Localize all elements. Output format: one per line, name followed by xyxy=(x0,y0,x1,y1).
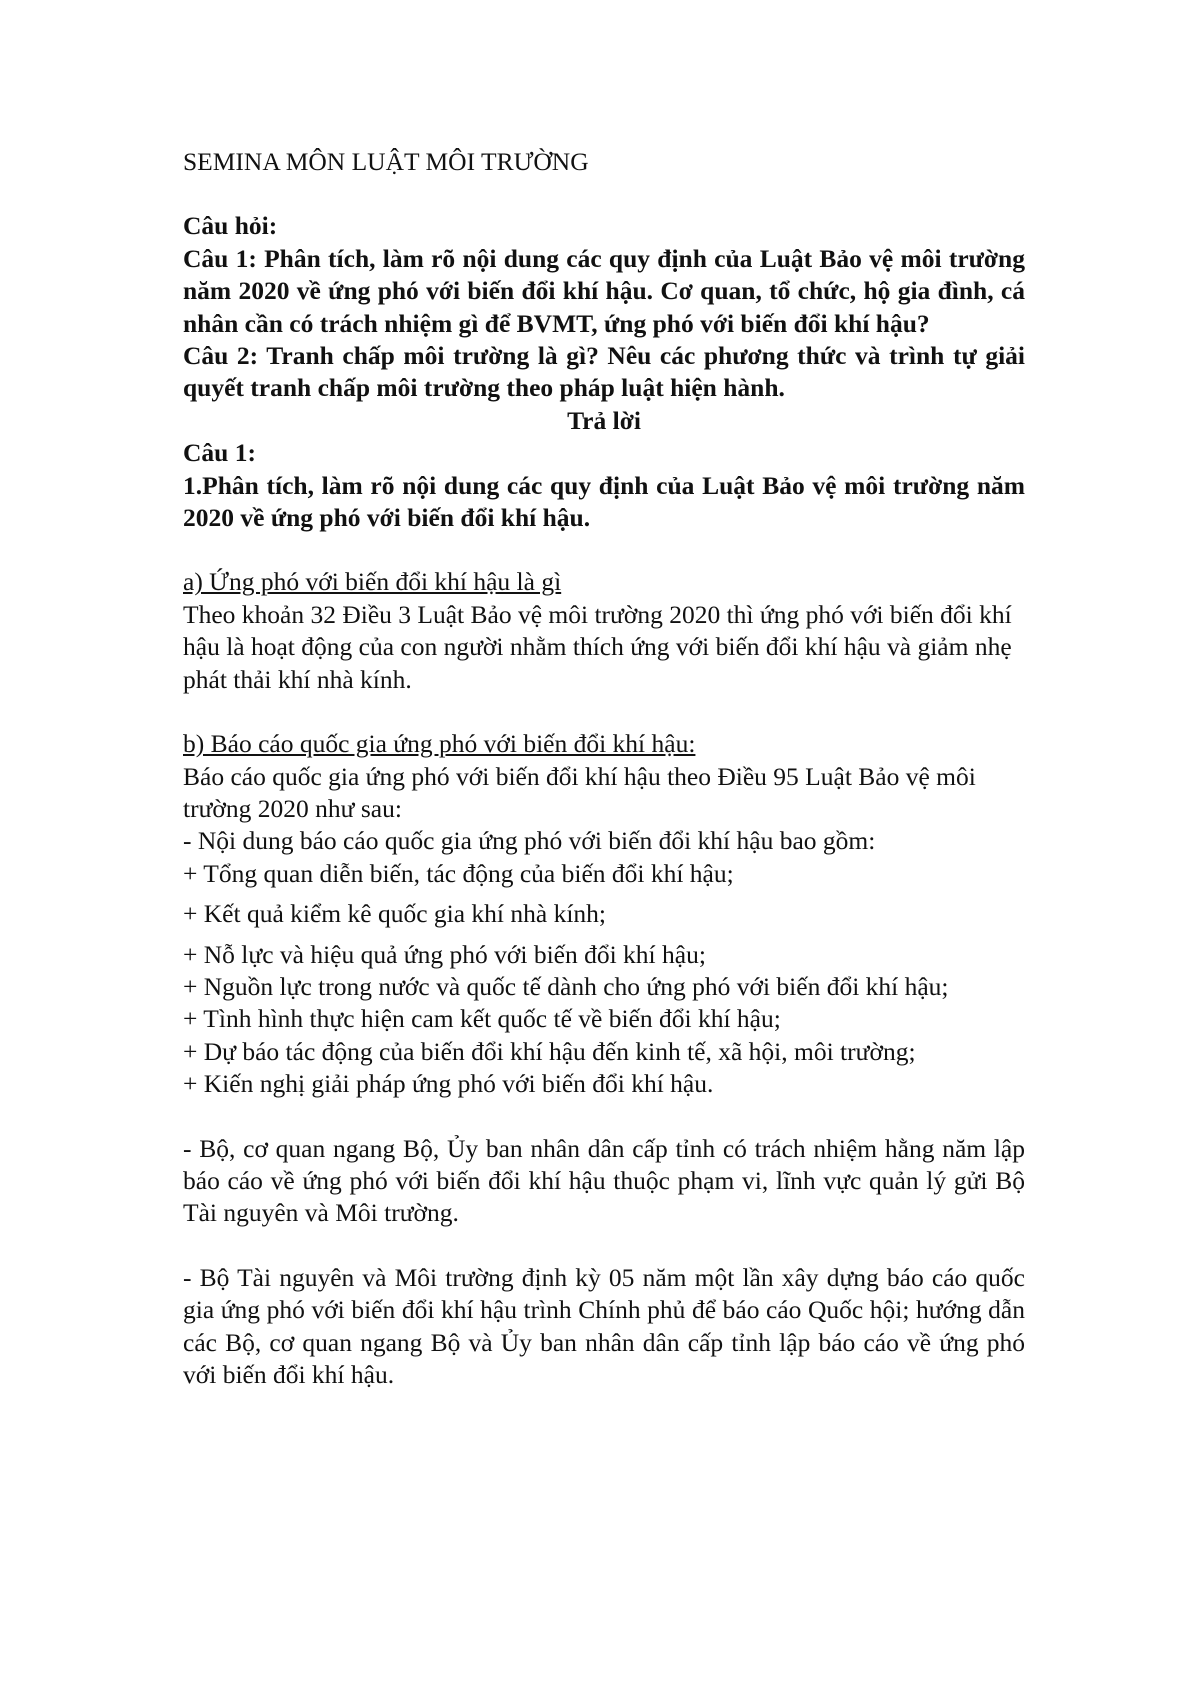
list-item: + Dự báo tác động của biến đổi khí hậu đến kinh tế, xã hội, môi trường; xyxy=(183,1036,916,1066)
paragraph-monre: - Bộ Tài nguyên và Môi trường định kỳ 05 năm một lần xây dựng báo cáo quốc gia ứng phó với biến đổi khí hậu trình Chính phủ để báo cáo Quốc hội; hướng dẫn các Bộ, cơ quan ngang Bộ và Ủy ban nhân dân cấp tỉnh lập báo cáo về ứng phó với biến đổi khí hậu. xyxy=(183,1262,1025,1389)
section-1-heading: 1.Phân tích, làm rõ nội dung các quy định của Luật Bảo vệ môi trường năm 2020 về ứng phó với biến đổi khí hậu. xyxy=(183,470,1025,533)
spacer xyxy=(183,931,1025,939)
list-item: + Tình hình thực hiện cam kết quốc tế về biến đổi khí hậu; xyxy=(183,1004,781,1034)
spacer xyxy=(183,890,1025,898)
spacer xyxy=(183,534,1025,566)
answer-1-heading: Câu 1: xyxy=(183,438,256,468)
list-item: + Kết quả kiểm kê quốc gia khí nhà kính; xyxy=(183,899,606,929)
question-1: Câu 1: Phân tích, làm rõ nội dung các quy định của Luật Bảo vệ môi trường năm 2020 về ứng phó với biến đổi khí hậu. Cơ quan, tổ chức, hộ gia đình, cá nhân cần có trách nhiệm gì để BVMT, ứng phó với biến đổi khí hậu? xyxy=(183,243,1025,338)
list-item: + Kiến nghị giải pháp ứng phó với biến đổi khí hậu. xyxy=(183,1069,714,1099)
list-item: + Nỗ lực và hiệu quả ứng phó với biến đổi khí hậu; xyxy=(183,939,706,969)
sub-b-intro: Báo cáo quốc gia ứng phó với biến đổi khí hậu theo Điều 95 Luật Bảo vệ môi trường 2020 như sau: xyxy=(183,761,976,823)
spacer xyxy=(183,178,1025,210)
list-item: + Tổng quan diễn biến, tác động của biến đổi khí hậu; xyxy=(183,858,734,888)
questions-heading: Câu hỏi: xyxy=(183,211,278,241)
document-body xyxy=(183,146,1025,1391)
spacer xyxy=(183,1230,1025,1262)
answer-heading: Trả lời xyxy=(567,405,641,435)
sub-a-text: Theo khoản 32 Điều 3 Luật Bảo vệ môi trường 2020 thì ứng phó với biến đổi khí hậu là hoạt động của con người nhằm thích ứng với biến đổi khí hậu và giảm nhẹ phát thải khí nhà kính. xyxy=(183,599,1012,694)
paragraph-ministries: - Bộ, cơ quan ngang Bộ, Ủy ban nhân dân cấp tỉnh có trách nhiệm hằng năm lập báo cáo về ứng phó với biến đổi khí hậu thuộc phạm vi, lĩnh vực quản lý gửi Bộ Tài nguyên và Môi trường. xyxy=(183,1133,1025,1228)
spacer xyxy=(183,696,1025,728)
sub-a-heading: a) Ứng phó với biến đổi khí hậu là gì xyxy=(183,567,562,597)
content-intro: - Nội dung báo cáo quốc gia ứng phó với biến đổi khí hậu bao gồm: xyxy=(183,826,876,856)
list-item: + Nguồn lực trong nước và quốc tế dành cho ứng phó với biến đổi khí hậu; xyxy=(183,971,949,1001)
document-title: SEMINA MÔN LUẬT MÔI TRƯỜNG xyxy=(183,147,589,176)
spacer xyxy=(183,1101,1025,1133)
sub-b-heading: b) Báo cáo quốc gia ứng phó với biến đổi khí hậu: xyxy=(183,729,696,759)
question-2: Câu 2: Tranh chấp môi trường là gì? Nêu các phương thức và trình tự giải quyết tranh chấp môi trường theo pháp luật hiện hành. xyxy=(183,341,1025,403)
